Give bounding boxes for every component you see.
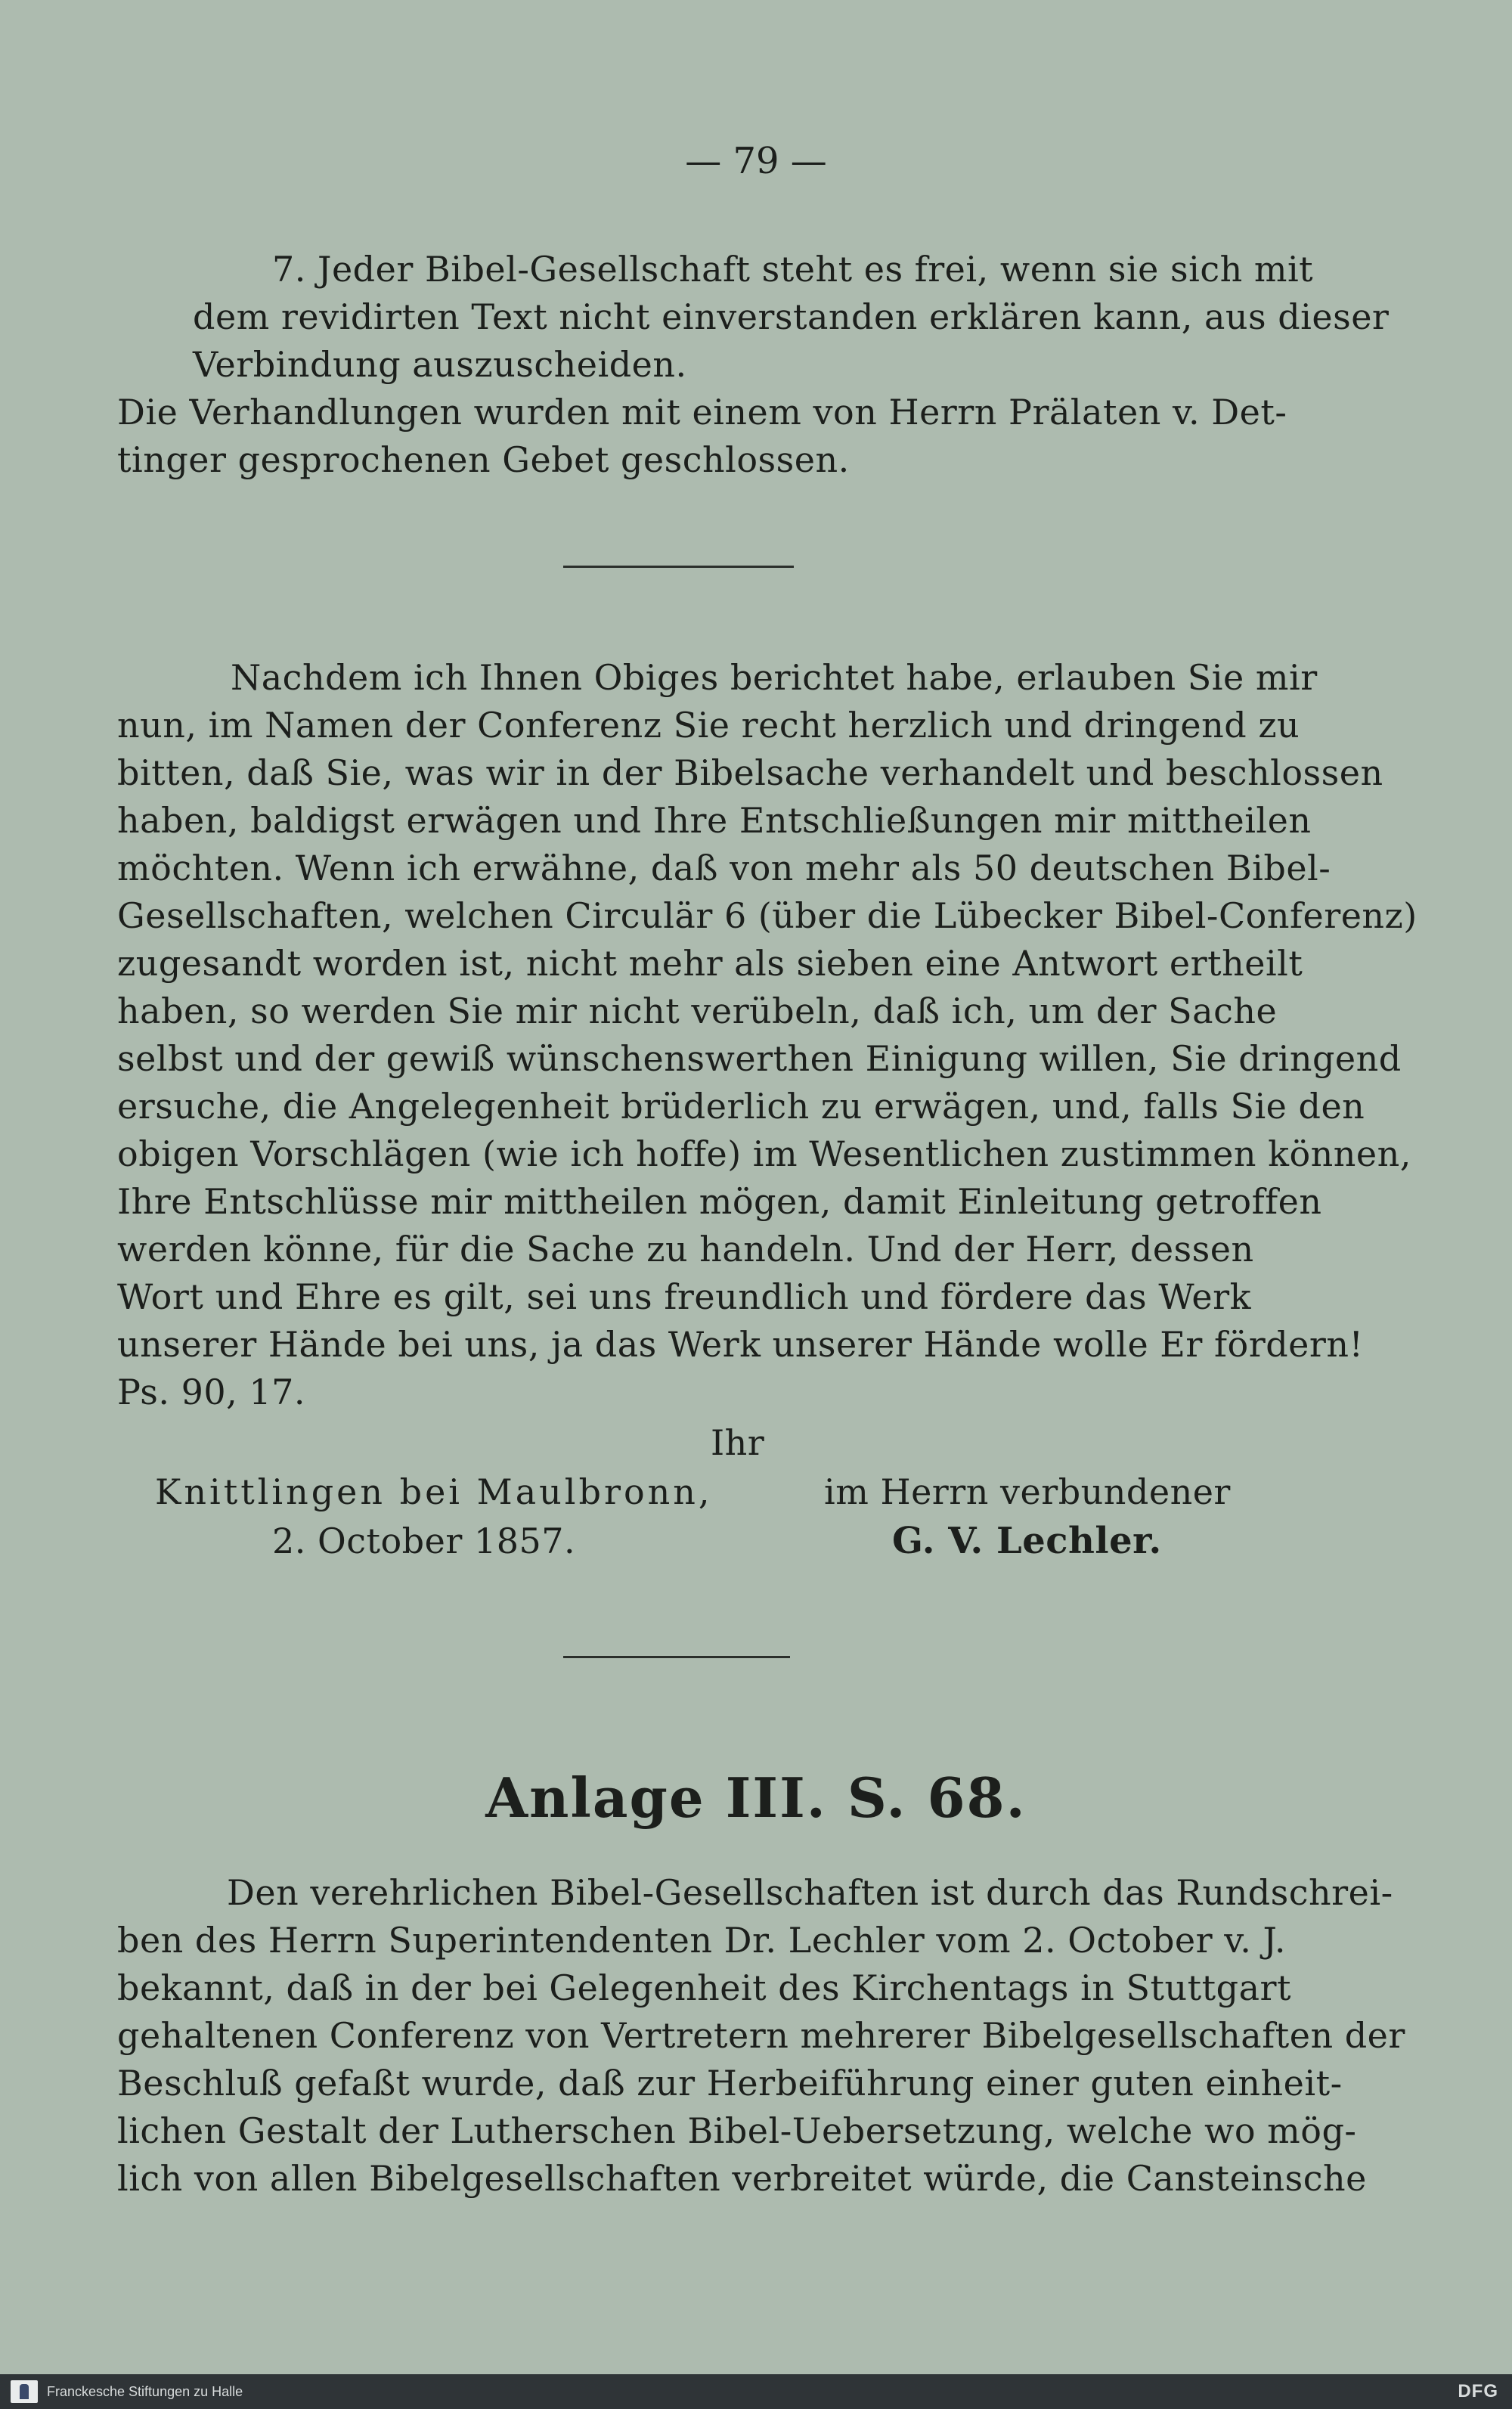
dfg-logo: DFG: [1458, 2381, 1498, 2401]
text-line: Ihre Entschlüsse mir mittheilen mögen, damit Einleitung getroffen: [117, 1181, 1322, 1222]
letter-place: Knittlingen bei Maulbronn,: [155, 1471, 713, 1512]
text-line: unserer Hände bei uns, ja das Werk unserer Hände wolle Er fördern!: [117, 1324, 1364, 1365]
letter-closing: im Herrn verbundener: [824, 1471, 1231, 1512]
text-line: selbst und der gewiß wünschenswerthen Einigung willen, Sie dringend: [117, 1038, 1402, 1079]
text-line: Gesellschaften, welchen Circulär 6 (über die Lübecker Bibel-Conferenz): [117, 895, 1418, 936]
text-line: Den verehrlichen Bibel-Gesellschaften ist durch das Rundschrei-: [227, 1872, 1393, 1913]
text-line: möchten. Wenn ich erwähne, daß von mehr als 50 deutschen Bibel-: [117, 848, 1331, 888]
text-line: werden könne, für die Sache zu handeln. Und der Herr, dessen: [117, 1229, 1254, 1270]
letter-date: 2. October 1857.: [272, 1521, 576, 1561]
text-line: Wort und Ehre es gilt, sei uns freundlich und fördere das Werk: [117, 1276, 1251, 1317]
text-line: Ps. 90, 17.: [117, 1372, 305, 1412]
text-line: nun, im Namen der Conferenz Sie recht herzlich und dringend zu: [117, 705, 1300, 746]
text-line: gehaltenen Conferenz von Vertretern mehrerer Bibelgesellschaften der: [117, 2015, 1405, 2056]
section-divider: [563, 1656, 790, 1658]
text-line: tinger gesprochenen Gebet geschlossen.: [117, 439, 850, 480]
text-line: Nachdem ich Ihnen Obiges berichtet habe, erlauben Sie mir: [231, 657, 1318, 698]
institution-logo-icon: [11, 2380, 38, 2403]
text-line: lichen Gestalt der Lutherschen Bibel-Uebersetzung, welche wo mög-: [117, 2110, 1357, 2151]
text-line: obigen Vorschlägen (wie ich hoffe) im Wesentlichen zustimmen können,: [117, 1133, 1411, 1174]
section-divider: [563, 566, 794, 568]
viewer-footer: [0, 2374, 1512, 2409]
text-line: haben, baldigst erwägen und Ihre Entschließungen mir mittheilen: [117, 800, 1312, 841]
text-line: Die Verhandlungen wurden mit einem von Herrn Prälaten v. Det-: [117, 392, 1287, 433]
signature: G. V. Lechler.: [892, 1520, 1162, 1562]
text-line: 7. Jeder Bibel-Gesellschaft steht es frei, wenn sie sich mit: [272, 249, 1314, 290]
page-number: — 79 —: [685, 140, 827, 182]
institution-label: Franckesche Stiftungen zu Halle: [47, 2384, 243, 2399]
text-line: zugesandt worden ist, nicht mehr als sieben eine Antwort ertheilt: [117, 943, 1303, 984]
closing-ihr: Ihr: [711, 1422, 765, 1463]
text-line: lich von allen Bibelgesellschaften verbreitet würde, die Cansteinsche: [117, 2158, 1367, 2199]
text-line: dem revidirten Text nicht einverstanden erklären kann, aus dieser: [193, 296, 1390, 337]
text-line: ersuche, die Angelegenheit brüderlich zu erwägen, und, falls Sie den: [117, 1086, 1365, 1127]
text-line: Beschluß gefaßt wurde, daß zur Herbeiführung einer guten einheit-: [117, 2063, 1343, 2104]
text-line: ben des Herrn Superintendenten Dr. Lechler vom 2. October v. J.: [117, 1920, 1286, 1961]
text-line: bitten, daß Sie, was wir in der Bibelsache verhandelt und beschlossen: [117, 752, 1383, 793]
text-line: haben, so werden Sie mir nicht verübeln, daß ich, um der Sache: [117, 991, 1278, 1031]
anlage-title: Anlage III. S. 68.: [485, 1766, 1027, 1830]
text-line: bekannt, daß in der bei Gelegenheit des Kirchentags in Stuttgart: [117, 1967, 1291, 2008]
text-line: Verbindung auszuscheiden.: [193, 344, 687, 385]
